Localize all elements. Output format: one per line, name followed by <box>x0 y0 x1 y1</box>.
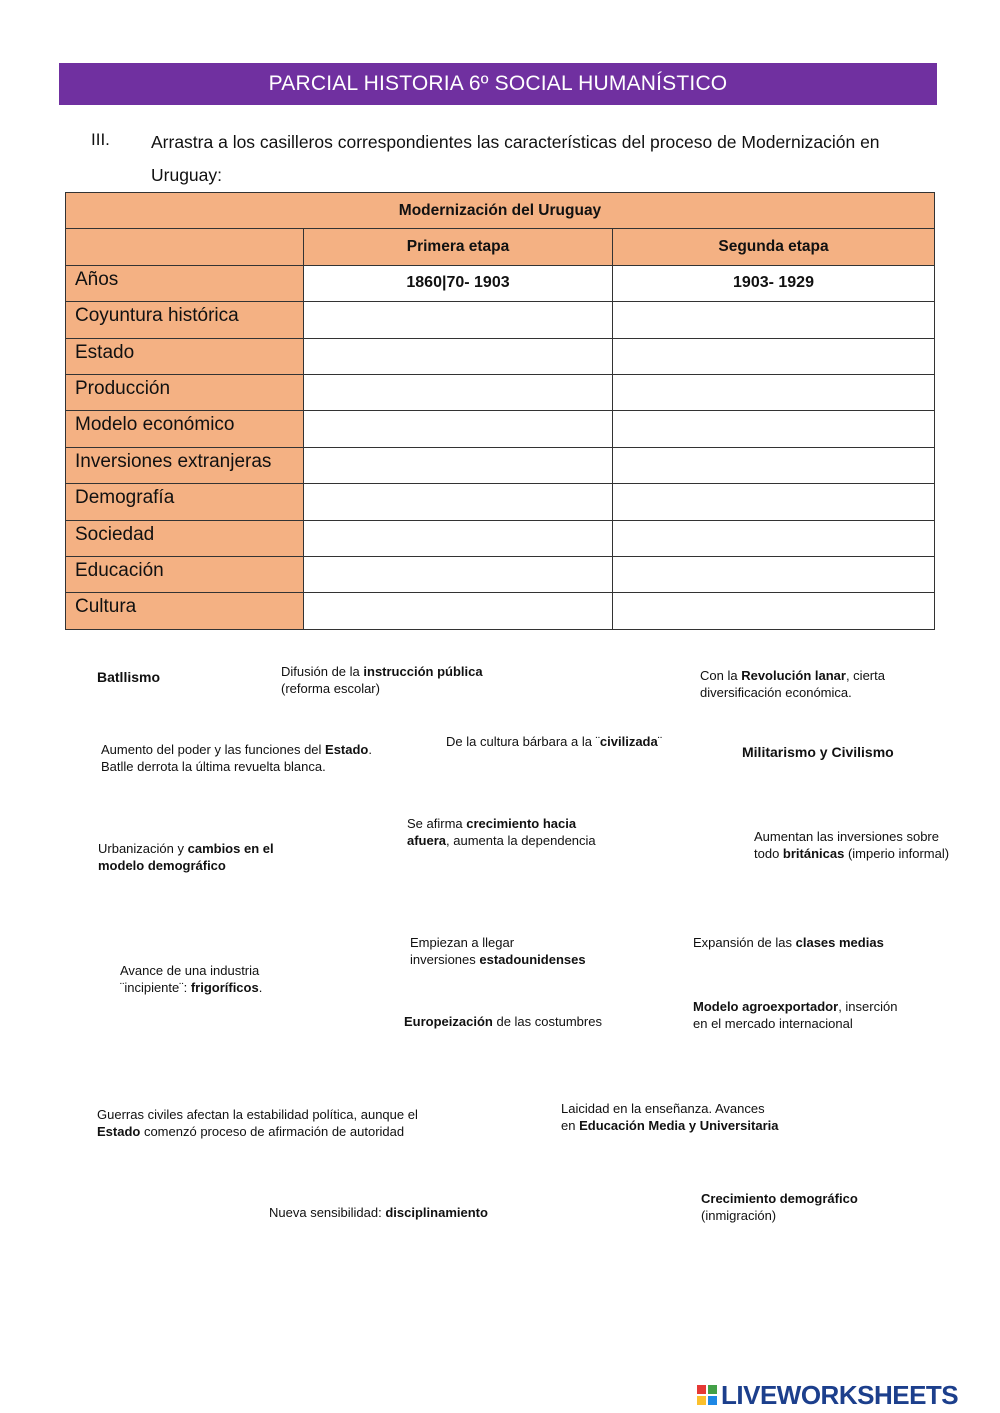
drop-cell[interactable] <box>613 411 935 447</box>
card-text: Aumento del poder y las funciones del <box>101 742 326 757</box>
row-label: Producción <box>66 374 304 410</box>
row-label: Demografía <box>66 484 304 520</box>
draggable-card[interactable] <box>693 934 884 951</box>
card-text: (inmigración) <box>701 1208 777 1223</box>
drop-cell[interactable] <box>613 302 935 338</box>
drop-cell[interactable] <box>304 593 613 629</box>
draggable-card[interactable] <box>410 934 586 968</box>
table-row <box>66 411 935 447</box>
draggable-card[interactable] <box>97 669 160 686</box>
card-text: comenzó proceso de afirmación de autoridad <box>140 1124 405 1139</box>
drop-cell[interactable] <box>304 374 613 410</box>
liveworksheets-logo <box>697 1380 958 1410</box>
card-text: en <box>561 1118 580 1133</box>
instruction-number: III. <box>91 130 110 149</box>
card-text-bold: frigoríficos <box>190 980 259 995</box>
card-text: Aumentan las inversiones sobre <box>754 829 939 844</box>
draggable-card[interactable] <box>701 1190 858 1224</box>
card-text: inversiones <box>410 952 480 967</box>
table-row <box>66 484 935 520</box>
card-text: en el mercado internacional <box>693 1016 853 1031</box>
card-text: Con la <box>700 668 742 683</box>
draggable-card[interactable] <box>446 733 662 750</box>
draggable-card[interactable] <box>98 840 274 874</box>
year-cell: 1903- 1929 <box>613 265 935 301</box>
logo-block <box>708 1385 717 1394</box>
drop-cell[interactable] <box>613 593 935 629</box>
drop-cell[interactable] <box>613 520 935 556</box>
card-text-bold: Revolución lanar <box>741 668 846 683</box>
table-row <box>66 374 935 410</box>
logo-block <box>708 1396 717 1405</box>
draggable-card[interactable] <box>404 1013 602 1030</box>
draggable-card[interactable] <box>120 962 262 996</box>
card-text: Urbanización y <box>98 841 188 856</box>
row-label: Educación <box>66 556 304 592</box>
draggable-card[interactable] <box>407 815 596 849</box>
card-text-bold: cambios en el <box>187 841 274 856</box>
card-text-bold: modelo demográfico <box>98 858 226 873</box>
drop-cell[interactable] <box>304 302 613 338</box>
draggable-card[interactable] <box>693 998 897 1032</box>
year-cell: 1860|70- 1903 <box>304 265 613 301</box>
drop-cell[interactable] <box>613 338 935 374</box>
page-title: PARCIAL HISTORIA 6º SOCIAL HUMANÍSTICO <box>59 63 937 105</box>
drop-cell[interactable] <box>304 520 613 556</box>
row-label: Inversiones extranjeras <box>66 447 304 483</box>
row-label: Coyuntura histórica <box>66 302 304 338</box>
draggable-card[interactable] <box>269 1204 488 1221</box>
card-text: Difusión de la <box>281 664 364 679</box>
card-text: Avance de una industria <box>120 963 260 978</box>
card-text: (imperio informal) <box>844 846 950 861</box>
drop-cell[interactable] <box>613 556 935 592</box>
card-text: todo <box>754 846 783 861</box>
card-text: diversificación económica. <box>700 685 852 700</box>
card-text-bold: Modelo agroexportador <box>693 999 839 1014</box>
card-text: . <box>258 980 263 995</box>
corner-cell <box>66 229 304 265</box>
card-text: Laicidad en la enseñanza. Avances <box>561 1101 765 1116</box>
table-row <box>66 265 935 301</box>
card-text: ¨ <box>657 734 663 749</box>
card-text-bold: Crecimiento demográfico <box>701 1191 858 1206</box>
logo-icon <box>697 1385 717 1405</box>
card-text: (reforma escolar) <box>281 681 380 696</box>
card-text-bold: Educación Media y Universitaria <box>579 1118 779 1133</box>
row-label: Años <box>66 265 304 301</box>
drop-cell[interactable] <box>304 411 613 447</box>
row-label: Estado <box>66 338 304 374</box>
card-text: Batlle derrota la última revuelta blanca. <box>101 759 326 774</box>
draggable-card[interactable] <box>754 828 949 862</box>
instruction-text: Arrastra a los casilleros correspondientes las características del proceso de Modernización en Uruguay: <box>151 132 880 185</box>
logo-block <box>697 1396 706 1405</box>
card-text-bold: clases medias <box>795 935 884 950</box>
drop-cell[interactable] <box>304 447 613 483</box>
draggable-card[interactable] <box>281 663 483 697</box>
card-text-bold: Estado <box>97 1124 141 1139</box>
card-text-bold: estadounidenses <box>479 952 586 967</box>
table-row <box>66 593 935 629</box>
table-row <box>66 338 935 374</box>
drop-cell[interactable] <box>304 338 613 374</box>
drop-cell[interactable] <box>304 556 613 592</box>
drop-cell[interactable] <box>613 447 935 483</box>
column-header-primera: Primera etapa <box>304 229 613 265</box>
row-label: Modelo económico <box>66 411 304 447</box>
drop-cell[interactable] <box>613 484 935 520</box>
column-header-segunda: Segunda etapa <box>613 229 935 265</box>
card-text-bold: Europeización <box>404 1014 493 1029</box>
modernization-table <box>65 192 935 630</box>
drop-cell[interactable] <box>613 374 935 410</box>
card-text: . <box>368 742 372 757</box>
logo-block <box>697 1385 706 1394</box>
draggable-card[interactable] <box>742 744 894 761</box>
row-label: Sociedad <box>66 520 304 556</box>
card-text: De la cultura bárbara a la ¨ <box>446 734 600 749</box>
draggable-card[interactable] <box>700 667 885 701</box>
table-title: Modernización del Uruguay <box>66 193 935 229</box>
card-text: , inserción <box>838 999 898 1014</box>
draggable-card[interactable] <box>97 1106 418 1140</box>
card-text-bold: disciplinamiento <box>385 1205 488 1220</box>
card-text: Se afirma <box>407 816 467 831</box>
card-text: Expansión de las <box>693 935 796 950</box>
table-row <box>66 447 935 483</box>
draggable-card[interactable] <box>101 741 372 775</box>
row-label: Cultura <box>66 593 304 629</box>
card-text: , cierta <box>845 668 885 683</box>
card-text: Guerras civiles afectan la estabilidad política, aunque el <box>97 1107 418 1122</box>
table-row <box>66 556 935 592</box>
card-text-bold: Militarismo y Civilismo <box>742 744 894 760</box>
card-text: de las costumbres <box>492 1014 602 1029</box>
card-text-bold: británicas <box>782 846 845 861</box>
table-row <box>66 520 935 556</box>
card-text: Nueva sensibilidad: <box>269 1205 386 1220</box>
card-text: Empiezan a llegar <box>410 935 515 950</box>
card-text-bold: Estado <box>325 742 369 757</box>
drop-cell[interactable] <box>304 484 613 520</box>
card-text-bold: Batllismo <box>97 669 161 685</box>
card-text-bold: afuera <box>407 833 447 848</box>
table-row <box>66 302 935 338</box>
card-text-bold: civilizada <box>599 734 658 749</box>
logo-text: LIVEWORKSHEETS <box>721 1379 959 1410</box>
card-text: , aumenta la dependencia <box>446 833 596 848</box>
card-text-bold: instrucción pública <box>363 664 483 679</box>
card-text: ¨incipiente¨: <box>120 980 191 995</box>
card-text-bold: crecimiento hacia <box>466 816 577 831</box>
draggable-card[interactable] <box>561 1100 778 1134</box>
